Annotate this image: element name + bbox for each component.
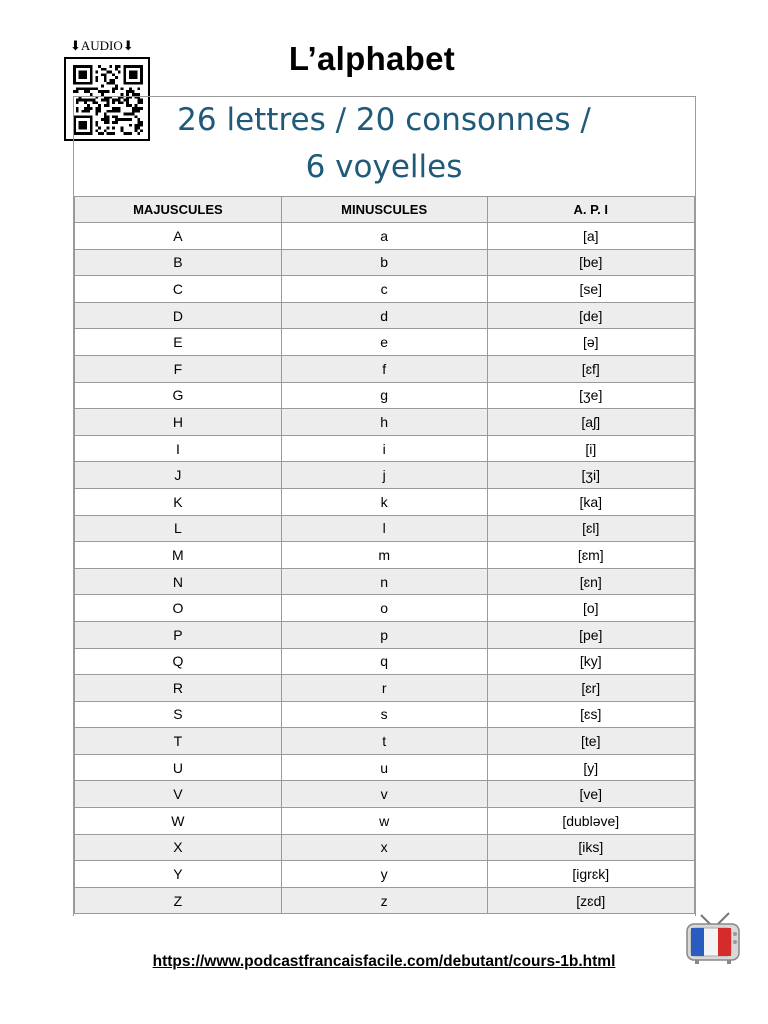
cell-majuscule: X	[75, 834, 282, 861]
table-row	[75, 249, 695, 276]
table-row	[75, 701, 695, 728]
table-row	[75, 382, 695, 409]
subtitle	[74, 97, 694, 191]
audio-label[interactable]: ⬇AUDIO⬇	[70, 38, 134, 53]
cell-majuscule: G	[75, 382, 282, 409]
cell-majuscule: J	[75, 462, 282, 489]
table-row	[75, 409, 695, 436]
cell-api: [ʒi]	[487, 462, 694, 489]
cell-minuscule: f	[281, 355, 487, 382]
cell-majuscule: K	[75, 488, 282, 515]
cell-majuscule: T	[75, 728, 282, 755]
cell-minuscule: m	[281, 542, 487, 569]
cell-majuscule: D	[75, 302, 282, 329]
header-api: A. P. I	[487, 197, 694, 223]
table-row	[75, 568, 695, 595]
cell-minuscule: q	[281, 648, 487, 675]
cell-api: [ɛl]	[487, 515, 694, 542]
subtitle-line-2: 6 voyelles	[305, 149, 463, 185]
cell-minuscule: r	[281, 675, 487, 702]
table-header-row	[75, 197, 695, 223]
cell-majuscule: N	[75, 568, 282, 595]
cell-api: [iks]	[487, 834, 694, 861]
table-row	[75, 675, 695, 702]
cell-api: [be]	[487, 249, 694, 276]
cell-api: [aʃ]	[487, 409, 694, 436]
table-row	[75, 515, 695, 542]
cell-api: [igrɛk]	[487, 861, 694, 888]
table-row	[75, 435, 695, 462]
table-row	[75, 355, 695, 382]
cell-api: [y]	[487, 754, 694, 781]
cell-majuscule: O	[75, 595, 282, 622]
cell-minuscule: p	[281, 621, 487, 648]
table-row	[75, 223, 695, 250]
table-row	[75, 542, 695, 569]
cell-minuscule: w	[281, 808, 487, 835]
cell-majuscule: S	[75, 701, 282, 728]
cell-minuscule: j	[281, 462, 487, 489]
cell-api: [i]	[487, 435, 694, 462]
table-row	[75, 648, 695, 675]
cell-api: [a]	[487, 223, 694, 250]
cell-minuscule: h	[281, 409, 487, 436]
cell-majuscule: Z	[75, 887, 282, 914]
table-row	[75, 808, 695, 835]
cell-api: [ky]	[487, 648, 694, 675]
cell-minuscule: u	[281, 754, 487, 781]
cell-majuscule: M	[75, 542, 282, 569]
cell-api: [ɛr]	[487, 675, 694, 702]
cell-minuscule: c	[281, 276, 487, 303]
table-row	[75, 462, 695, 489]
cell-minuscule: t	[281, 728, 487, 755]
page-title: L’alphabet	[288, 40, 456, 77]
cell-minuscule: e	[281, 329, 487, 356]
cell-minuscule: a	[281, 223, 487, 250]
cell-minuscule: i	[281, 435, 487, 462]
header-minuscules: MINUSCULES	[281, 197, 487, 223]
cell-minuscule: k	[281, 488, 487, 515]
cell-api: [te]	[487, 728, 694, 755]
table-row	[75, 276, 695, 303]
cell-minuscule: s	[281, 701, 487, 728]
table-row	[75, 621, 695, 648]
cell-majuscule: C	[75, 276, 282, 303]
cell-minuscule: g	[281, 382, 487, 409]
alphabet-table	[74, 196, 695, 914]
cell-majuscule: U	[75, 754, 282, 781]
cell-minuscule: b	[281, 249, 487, 276]
cell-minuscule: n	[281, 568, 487, 595]
cell-majuscule: A	[75, 223, 282, 250]
table-row	[75, 887, 695, 914]
cell-api: [ka]	[487, 488, 694, 515]
cell-api: [ɛn]	[487, 568, 694, 595]
cell-api: [ɛm]	[487, 542, 694, 569]
cell-api: [zɛd]	[487, 887, 694, 914]
cell-minuscule: d	[281, 302, 487, 329]
cell-api: [ʒe]	[487, 382, 694, 409]
cell-api: [ə]	[487, 329, 694, 356]
table-row	[75, 861, 695, 888]
cell-minuscule: o	[281, 595, 487, 622]
cell-api: [ɛs]	[487, 701, 694, 728]
cell-majuscule: B	[75, 249, 282, 276]
cell-api: [dubləve]	[487, 808, 694, 835]
table-row	[75, 754, 695, 781]
cell-api: [de]	[487, 302, 694, 329]
cell-majuscule: P	[75, 621, 282, 648]
cell-minuscule: l	[281, 515, 487, 542]
cell-majuscule: W	[75, 808, 282, 835]
cell-majuscule: F	[75, 355, 282, 382]
cell-api: [ɛf]	[487, 355, 694, 382]
cell-majuscule: E	[75, 329, 282, 356]
cell-api: [ve]	[487, 781, 694, 808]
cell-api: [se]	[487, 276, 694, 303]
cell-minuscule: v	[281, 781, 487, 808]
cell-majuscule: R	[75, 675, 282, 702]
table-row	[75, 781, 695, 808]
cell-majuscule: I	[75, 435, 282, 462]
cell-minuscule: y	[281, 861, 487, 888]
table-row	[75, 488, 695, 515]
table-row	[75, 329, 695, 356]
cell-api: [pe]	[487, 621, 694, 648]
tv-logo-icon	[683, 905, 745, 967]
header-majuscules: MAJUSCULES	[75, 197, 282, 223]
cell-api: [o]	[487, 595, 694, 622]
cell-majuscule: Y	[75, 861, 282, 888]
cell-majuscule: H	[75, 409, 282, 436]
subtitle-line-1: 26 lettres / 20 consonnes /	[177, 102, 591, 138]
table-row	[75, 834, 695, 861]
table-row	[75, 302, 695, 329]
table-row	[75, 595, 695, 622]
cell-minuscule: x	[281, 834, 487, 861]
cell-majuscule: L	[75, 515, 282, 542]
table-row	[75, 728, 695, 755]
source-link[interactable]: https://www.podcastfrancaisfacile.com/debutant/cours-1b.html	[152, 953, 616, 970]
cell-majuscule: Q	[75, 648, 282, 675]
cell-majuscule: V	[75, 781, 282, 808]
cell-minuscule: z	[281, 887, 487, 914]
